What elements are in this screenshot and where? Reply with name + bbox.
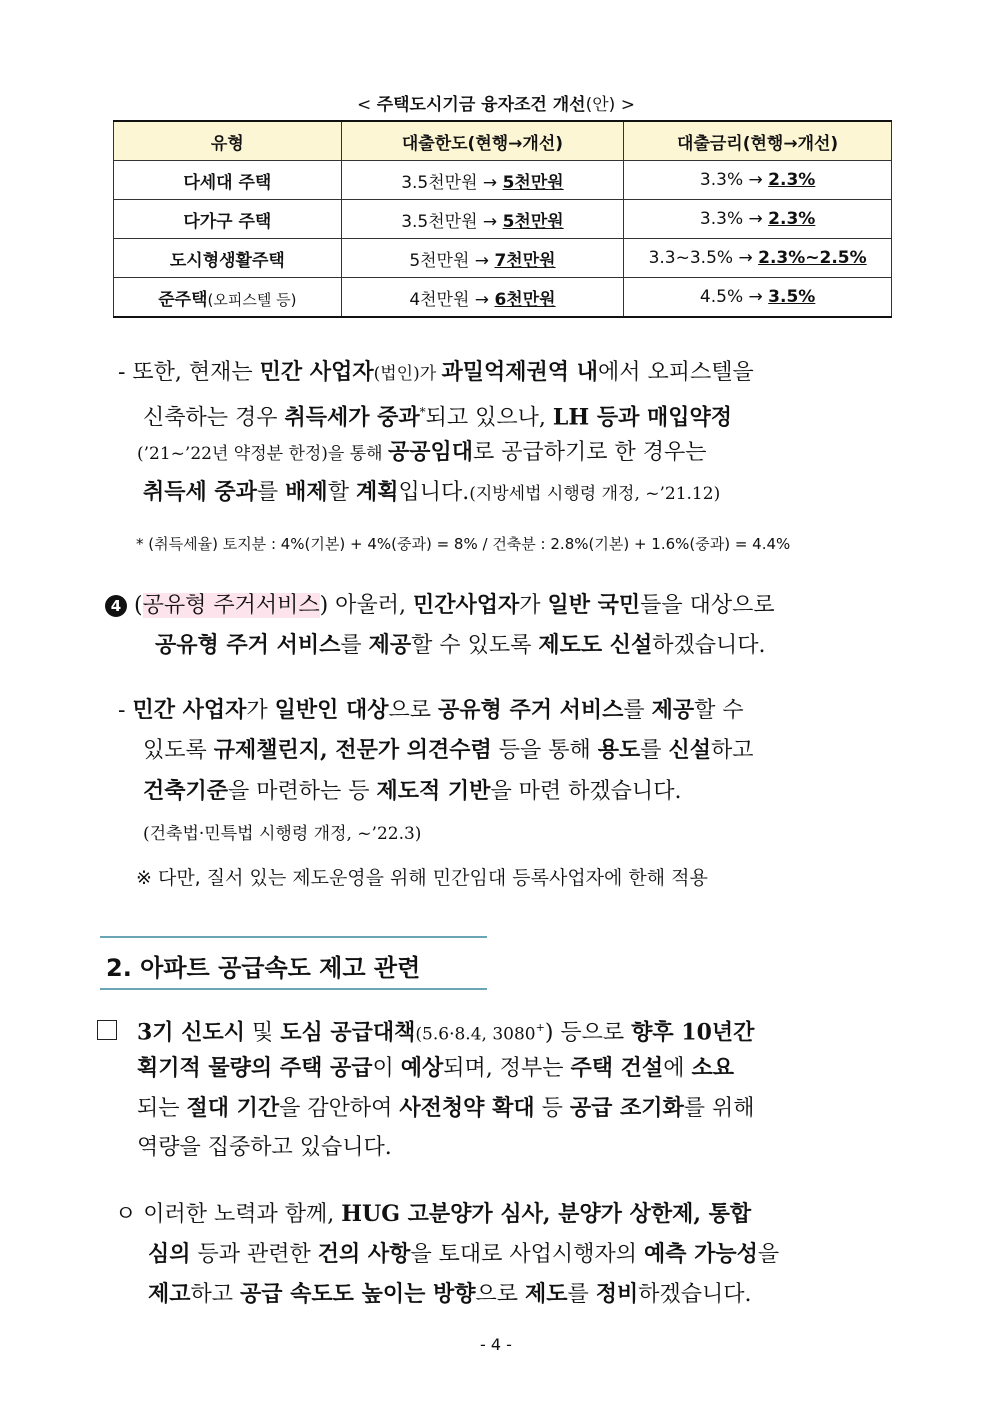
text-bold: 건축기준 xyxy=(143,778,229,804)
header-limit: 대출한도(현행→개선) xyxy=(341,121,624,161)
text: ) 아울러, xyxy=(319,593,413,618)
item4-line1 xyxy=(105,594,775,617)
section-heading xyxy=(100,936,487,990)
limit-new: 5천만원 xyxy=(502,172,564,193)
text: 를 위해 xyxy=(683,1096,755,1121)
text: 을 토대로 사업시행자의 xyxy=(410,1242,644,1267)
text: 있도록 xyxy=(143,738,214,763)
text: 들을 대상으로 xyxy=(640,593,775,618)
text-bold: HUG 고분양가 심사, 분양가 상한제, 통합 xyxy=(341,1201,752,1227)
para1-line4 xyxy=(143,481,720,505)
text-bold: 취득세 중과 xyxy=(143,479,257,505)
type-note: (오피스텔 등) xyxy=(207,290,297,309)
text: (’21~’22년 약정분 한정)을 통해 xyxy=(137,444,388,464)
table-row xyxy=(114,239,892,278)
text: - xyxy=(118,698,133,723)
number-4-icon: 4 xyxy=(105,595,127,617)
text-bold: 정비 xyxy=(595,1281,639,1307)
para2-line2 xyxy=(143,739,754,762)
text-bold: 일반인 대상 xyxy=(274,697,389,723)
para1-line2 xyxy=(143,401,732,429)
page-number: - 4 - xyxy=(480,1335,512,1354)
text: 등 xyxy=(534,1096,570,1121)
text-bold: 과밀억제권역 내 xyxy=(441,359,598,385)
section-heading-text: 2. 아파트 공급속도 제고 관련 xyxy=(106,954,421,982)
text: 할 수 있도록 xyxy=(411,633,539,658)
limit-new: 6천만원 xyxy=(494,289,556,310)
text: 을 감안하여 xyxy=(279,1096,400,1121)
text-bold: 일반 국민 xyxy=(547,592,641,618)
text: - 또한, 현재는 xyxy=(118,360,260,385)
text: 를 xyxy=(340,633,369,658)
section2-line1 xyxy=(137,1017,754,1045)
text: 하고 xyxy=(711,738,754,763)
para1-line3 xyxy=(137,441,707,465)
table-title-suffix: (안) xyxy=(585,95,616,115)
row-limit: 5천만원 → 7천만원 xyxy=(341,239,624,278)
text-bold: 용도 xyxy=(597,737,641,763)
text-bold: 공급 속도도 높이는 방향 xyxy=(240,1281,476,1307)
table-header-row xyxy=(114,121,892,161)
text: 하겠습니다. xyxy=(638,1282,752,1307)
section2-line4: 역량을 집중하고 있습니다. xyxy=(137,1135,392,1160)
text: 으로 xyxy=(388,698,439,723)
text-bold: 공유형 주거 서비스 xyxy=(438,697,624,723)
table-row xyxy=(114,278,892,318)
checkbox-bullet-icon xyxy=(97,1020,117,1040)
text: 를 xyxy=(640,738,669,763)
rate-current: 3.3% xyxy=(699,170,744,190)
rate-new: 3.5% xyxy=(768,287,816,307)
text: 등과 관련한 xyxy=(190,1242,318,1267)
table-title-main: 주택도시기금 융자조건 개선 xyxy=(376,95,586,115)
para2-note: ※ 다만, 질서 있는 제도운영을 위해 민간임대 등록사업자에 한해 적용 xyxy=(136,867,708,889)
highlight-shared-housing: 공유형 주거서비스 xyxy=(142,593,320,618)
text-bold: 배제 xyxy=(285,479,328,505)
text-bold: 공유형 주거 서비스 xyxy=(155,632,341,658)
text: 을 xyxy=(757,1242,780,1267)
text: 할 수 xyxy=(694,698,744,723)
text-bold: 공급 조기화 xyxy=(569,1095,684,1121)
type-label: 다세대 주택 xyxy=(183,172,272,193)
text: (5.6·8.4, 3080 xyxy=(415,1024,536,1045)
text-bold: 민간사업자 xyxy=(412,592,520,618)
row-rate: 3.3% → 2.3% xyxy=(624,200,892,239)
section2-sub-line2 xyxy=(148,1243,779,1266)
para1-line1 xyxy=(118,361,754,385)
text: (지방세법 시행령 개정, ~’21.12) xyxy=(469,484,721,504)
text: ) 등으로 xyxy=(544,1020,632,1046)
text-bold: 민간 사업자 xyxy=(259,359,374,385)
text: ( xyxy=(134,593,143,618)
text: 가 xyxy=(519,593,548,618)
loan-conditions-table xyxy=(113,120,892,318)
rate-current: 3.3~3.5% xyxy=(648,248,734,268)
header-rate: 대출금리(현행→개선) xyxy=(624,121,892,161)
text-bold: 신설 xyxy=(668,737,712,763)
text-bold: 민간 사업자 xyxy=(132,697,247,723)
text: 에서 오피스텔을 xyxy=(597,360,754,385)
text-bold: 주택 건설 xyxy=(570,1055,664,1081)
limit-current: 3.5천만원 xyxy=(401,211,478,232)
text-bold: 제도도 신설 xyxy=(538,632,653,658)
footnote-marker: * xyxy=(419,405,426,419)
text: 을 마련 하겠습니다. xyxy=(490,779,682,804)
para2-line3 xyxy=(143,780,681,803)
text: 하고 xyxy=(190,1282,241,1307)
row-limit: 3.5천만원 → 5천만원 xyxy=(341,161,624,200)
limit-current: 4천만원 xyxy=(409,289,470,310)
table-row xyxy=(114,200,892,239)
table-title: < 주택도시기금 융자조건 개선(안) > xyxy=(357,95,635,115)
text: 되고 있으나, xyxy=(425,405,553,431)
row-rate: 4.5% → 3.5% xyxy=(624,278,892,318)
text: 되며, 정부는 xyxy=(443,1056,571,1081)
text: ㅇ 이러한 노력과 함께, xyxy=(115,1202,342,1227)
text: 하겠습니다. xyxy=(652,633,766,658)
table-row xyxy=(114,161,892,200)
rate-current: 3.3% xyxy=(699,209,744,229)
text: 입니다. xyxy=(398,480,470,505)
limit-current: 5천만원 xyxy=(409,250,470,271)
text-bold: 제공 xyxy=(368,632,412,658)
type-label: 준주택 xyxy=(158,289,208,310)
row-limit: 3.5천만원 → 5천만원 xyxy=(341,200,624,239)
text: 에 xyxy=(663,1056,692,1081)
text-bold: 취득세가 중과 xyxy=(284,404,420,431)
row-limit: 4천만원 → 6천만원 xyxy=(341,278,624,318)
limit-new: 5천만원 xyxy=(502,211,564,232)
text-bold: 공공임대 xyxy=(388,439,474,465)
text: 등을 통해 xyxy=(491,738,598,763)
limit-current: 3.5천만원 xyxy=(401,172,478,193)
text-bold: 심의 xyxy=(148,1241,191,1267)
text-bold: 소요 xyxy=(691,1055,734,1081)
type-label: 도시형생활주택 xyxy=(169,250,285,271)
text: 가 xyxy=(246,698,275,723)
text-bold: 건의 사항 xyxy=(317,1241,411,1267)
text: 신축하는 경우 xyxy=(143,405,285,431)
row-type xyxy=(114,239,342,278)
text: (법인)가 xyxy=(373,364,442,384)
item4-line2 xyxy=(155,634,766,657)
text-bold: 제공 xyxy=(651,697,695,723)
text-bold: 3기 신도시 xyxy=(137,1019,245,1046)
para2-line4: (건축법·민특법 시행령 개정, ~’22.3) xyxy=(143,824,422,844)
text: 되는 xyxy=(137,1096,187,1121)
type-label: 다가구 주택 xyxy=(183,211,272,232)
text: 이 xyxy=(372,1056,401,1081)
text: 할 xyxy=(327,480,356,505)
header-type: 유형 xyxy=(114,121,342,161)
para2-line1 xyxy=(118,699,744,722)
text: 로 공급하기로 한 경우는 xyxy=(473,440,707,465)
text: 를 xyxy=(256,480,286,505)
text-bold: 도심 공급대책 xyxy=(280,1019,416,1046)
rate-new: 2.3%~2.5% xyxy=(758,248,867,268)
para1-footnote: * (취득세율) 토지분 : 4%(기본) + 4%(중과) = 8% / 건축분 : 2.8%(기본) + 1.6%(중과) = 4.4% xyxy=(136,535,791,553)
text-bold: 규제챌린지, 전문가 의견수렴 xyxy=(213,737,492,763)
text-bold: 절대 기간 xyxy=(186,1095,280,1121)
row-rate: 3.3~3.5% → 2.3%~2.5% xyxy=(624,239,892,278)
row-type xyxy=(114,200,342,239)
section2-line3 xyxy=(137,1097,755,1120)
section2-line2 xyxy=(137,1057,734,1080)
rate-new: 2.3% xyxy=(768,170,816,190)
text-bold: 획기적 물량의 주택 공급 xyxy=(137,1055,373,1081)
text-bold: 예상 xyxy=(400,1055,444,1081)
rate-current: 4.5% xyxy=(699,287,744,307)
row-type xyxy=(114,161,342,200)
text-bold: 제고 xyxy=(148,1281,191,1307)
superscript: + xyxy=(535,1021,545,1034)
text: 으로 xyxy=(475,1282,526,1307)
text-bold: 향후 10년간 xyxy=(631,1019,755,1046)
rate-new: 2.3% xyxy=(768,209,816,229)
text: 를 xyxy=(623,698,652,723)
text-bold: 사전청약 확대 xyxy=(399,1095,535,1121)
limit-new: 7천만원 xyxy=(494,250,556,271)
text-bold: 제도 xyxy=(525,1281,568,1307)
section2-sub-line1 xyxy=(115,1203,751,1226)
text: 를 xyxy=(567,1282,596,1307)
row-type xyxy=(114,278,342,318)
text: 및 xyxy=(244,1020,281,1046)
text-bold: 제도적 기반 xyxy=(376,778,491,804)
text-bold: LH 등과 매입약정 xyxy=(552,404,733,431)
row-rate: 3.3% → 2.3% xyxy=(624,161,892,200)
text: 을 마련하는 등 xyxy=(228,779,377,804)
text-bold: 예측 가능성 xyxy=(643,1241,758,1267)
section2-sub-line3 xyxy=(148,1283,752,1306)
text-bold: 계획 xyxy=(355,479,399,505)
